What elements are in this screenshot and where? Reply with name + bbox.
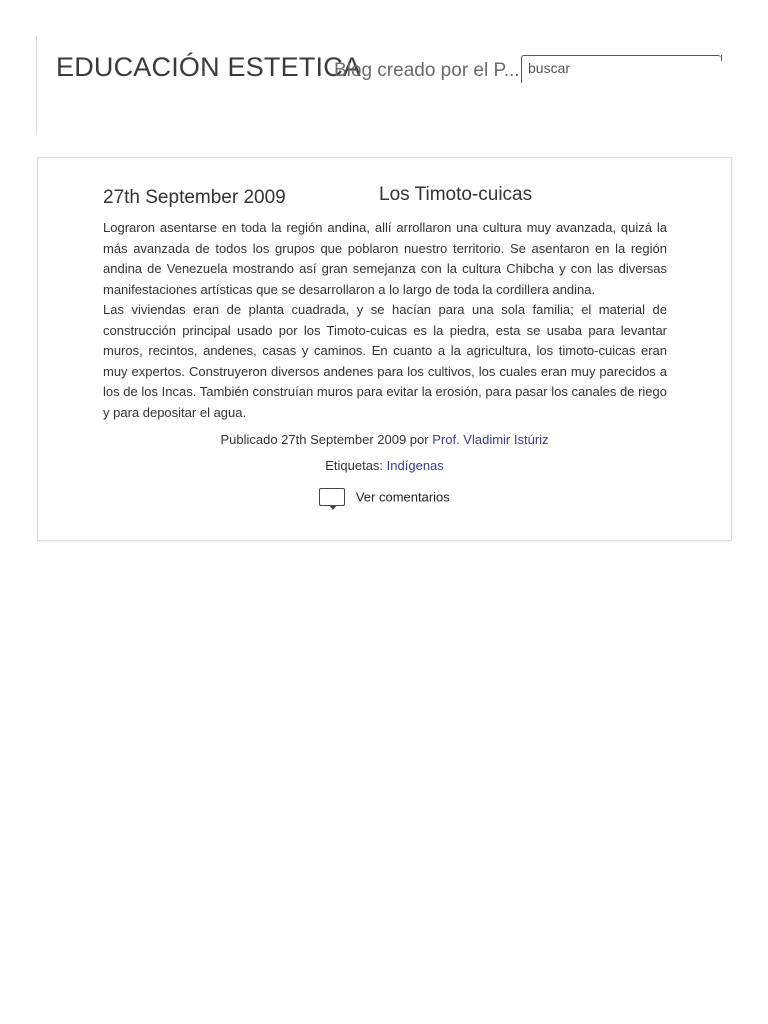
post-body	[103, 218, 667, 423]
author-link[interactable]: Prof. Vladimir Istúriz	[432, 432, 549, 447]
blog-title[interactable]: EDUCACIÓN ESTETICA	[56, 52, 362, 82]
post-title[interactable]: Los Timoto-cuicas	[379, 184, 533, 205]
comments-label: Ver comentarios	[355, 489, 450, 505]
post-labels	[38, 458, 731, 473]
post-card	[37, 157, 732, 541]
header-divider	[36, 36, 37, 134]
labels-prefix: Etiquetas:	[325, 458, 384, 473]
search-box[interactable]	[521, 55, 721, 83]
published-text: Publicado 27th September 2009 por	[220, 432, 429, 447]
view-comments-button[interactable]	[38, 488, 731, 506]
comment-icon	[319, 488, 345, 506]
post-paragraph: Las viviendas eran de planta cuadrada, y se hacían para una sola familia; el material de construcción principal usado por los Timoto-cuicas es la piedra, esta se usaba para levantar muros, recintos, andenes, casas y caminos. En cuanto a la agricultura, los timoto-cuicas eran muy expertos. Construyeron diversos andenes para los cultivos, los cuales eran muy parecidos a los de los Incas. También construían muros para evitar la erosión, para pasar los canales de riego y para depositar el agua.	[103, 302, 667, 420]
post-paragraph: Lograron asentarse en toda la región andina, allí arrollaron una cultura muy avanzada, quizá la más avanzada de todos los grupos que poblaron nuestro territorio. Se asentaron en la región andina de Venezuela mostrando así gran semejanza con la cultura Chibcha y con las diversas manifestaciones artísticas que se desarrollaron a lo largo de toda la cordillera andina.	[103, 220, 667, 297]
post-date: 27th September 2009	[103, 187, 286, 208]
blog-description: Blog creado por el P...	[334, 60, 520, 81]
label-link[interactable]: Indígenas	[386, 458, 444, 473]
search-input[interactable]	[528, 60, 716, 76]
post-meta	[38, 432, 731, 447]
